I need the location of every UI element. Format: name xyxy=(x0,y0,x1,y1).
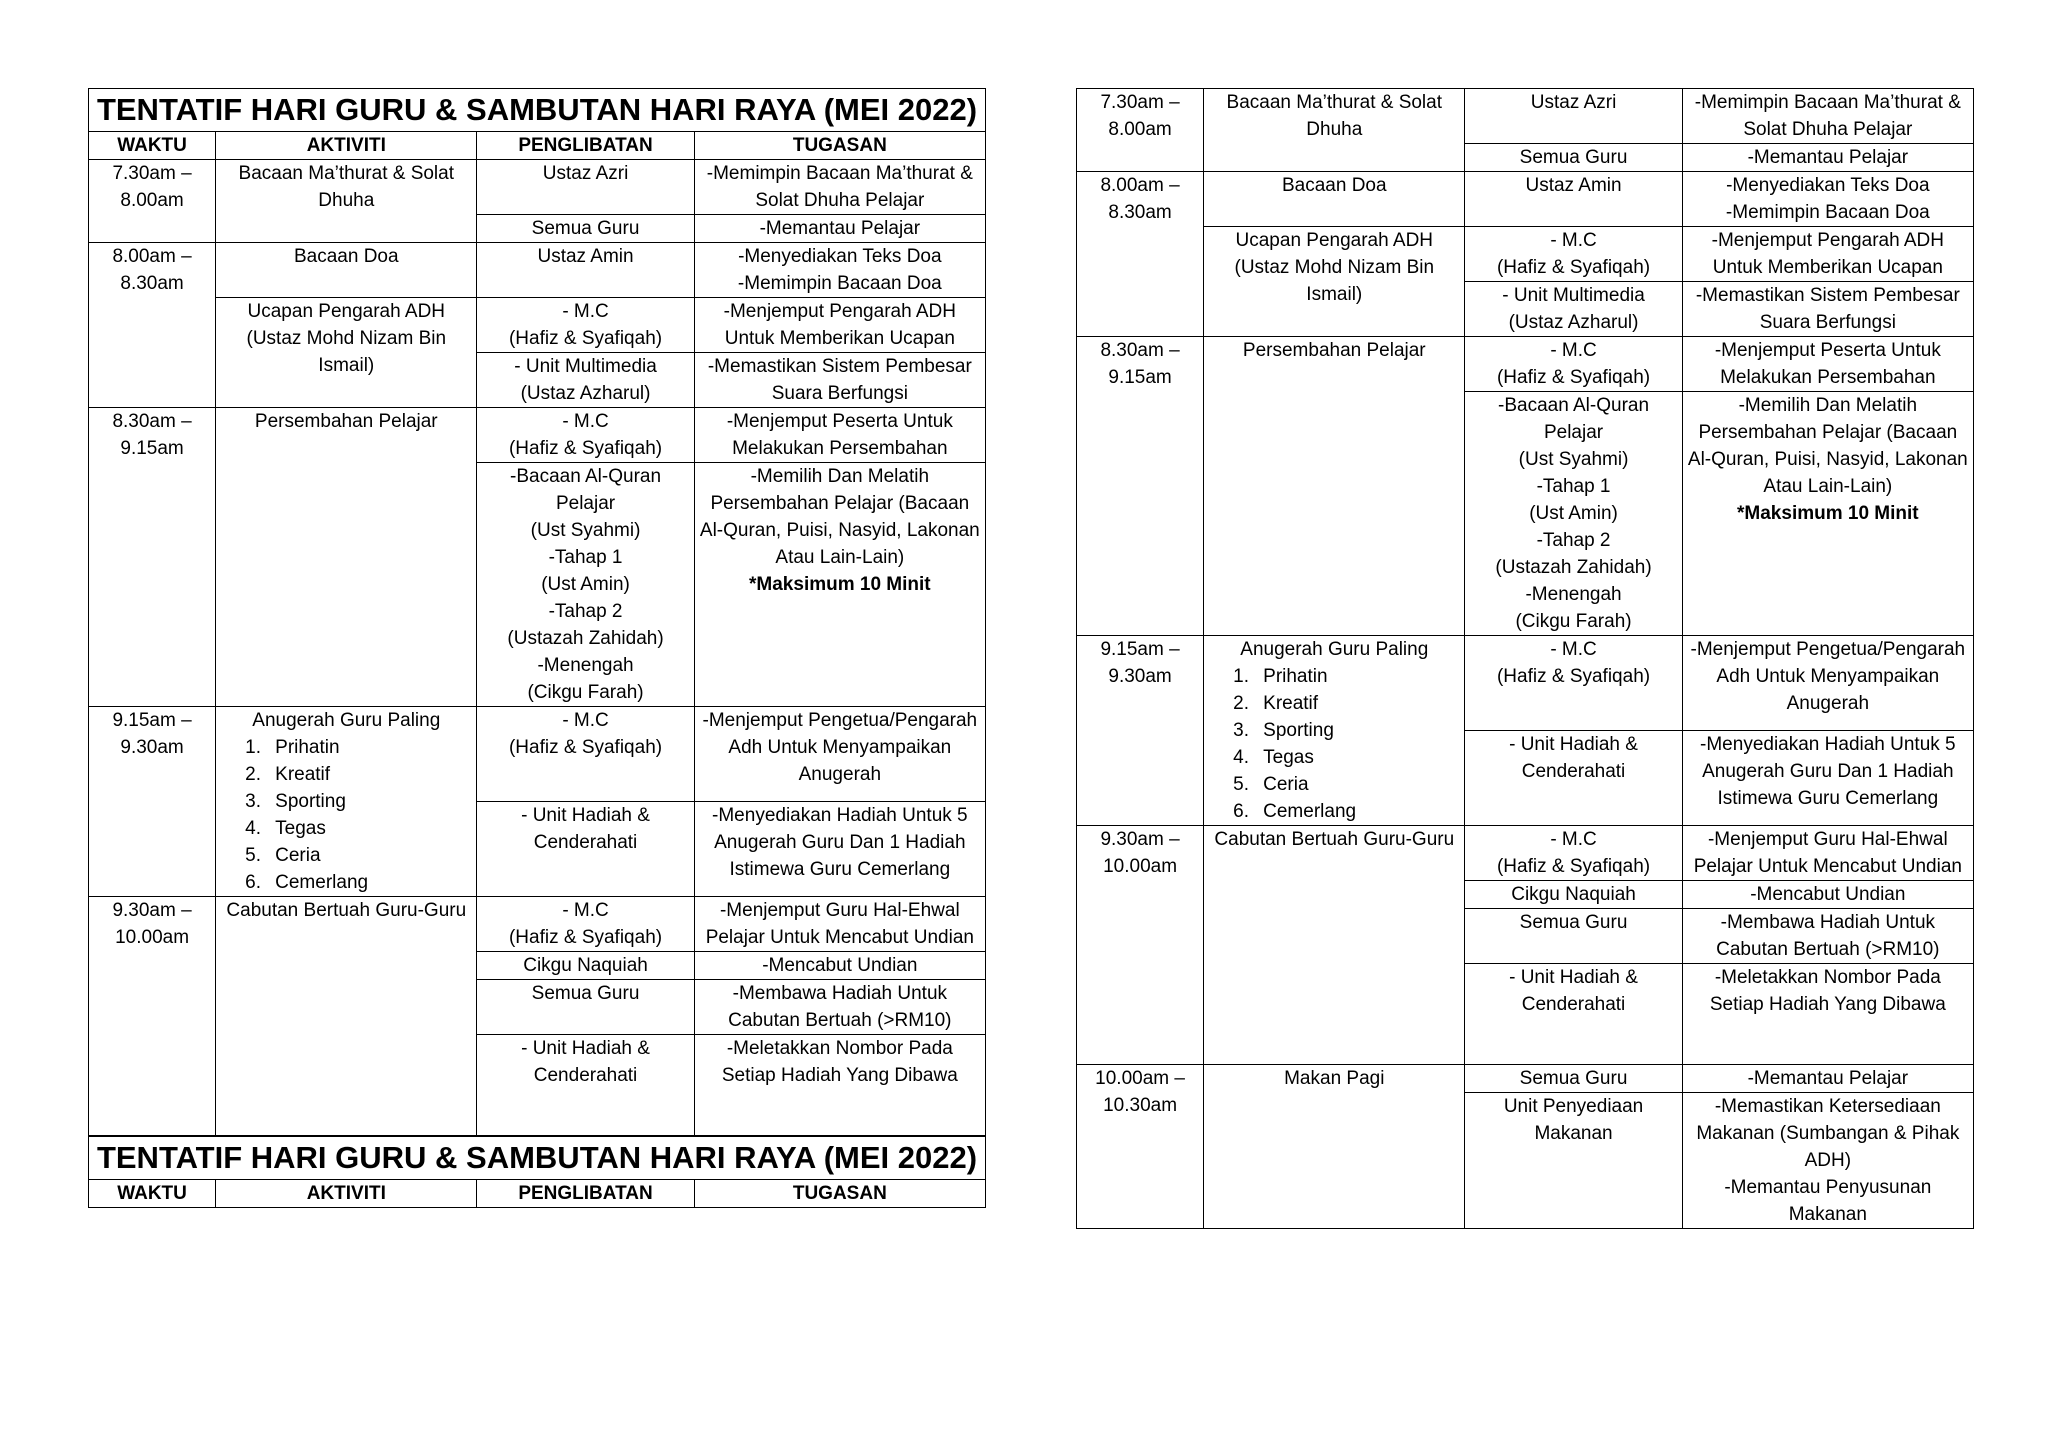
header-waktu: WAKTU xyxy=(89,132,216,160)
participant-cell: - Unit Hadiah & Cenderahati xyxy=(1465,964,1682,1065)
participant-line: (Ust Amin) xyxy=(541,574,630,595)
participant-cell: Ustaz Azri xyxy=(1465,89,1682,144)
participant-cell xyxy=(477,298,694,353)
table-row xyxy=(1077,172,1974,227)
header-row xyxy=(89,132,986,160)
participant-line: -Menengah xyxy=(1525,584,1622,605)
task-line: -Memilih Dan Melatih Persembahan Pelajar (Bacaan Al-Quran, Puisi, Nasyid, Lakonan Atau Lain-Lain) xyxy=(1687,395,1968,497)
task-line: -Memilih Dan Melatih Persembahan Pelajar (Bacaan Al-Quran, Puisi, Nasyid, Lakonan Atau Lain-Lain) xyxy=(699,466,980,568)
table-row xyxy=(89,243,986,298)
time-cell: 9.30am – 10.00am xyxy=(1077,826,1204,1065)
repeated-header-table xyxy=(88,1179,986,1208)
participant-line: (Ustazah Zahidah) xyxy=(507,628,664,649)
task-cell xyxy=(1682,172,1973,227)
time-cell: 8.00am – 8.30am xyxy=(1077,172,1204,337)
task-cell: -Meletakkan Nombor Pada Setiap Hadiah Yang Dibawa xyxy=(1682,964,1973,1065)
participant-cell: - Unit Hadiah & Cenderahati xyxy=(1465,731,1682,826)
task-cell: -Menyediakan Hadiah Untuk 5 Anugerah Guru Dan 1 Hadiah Istimewa Guru Cemerlang xyxy=(694,802,985,897)
participant-line: (Cikgu Farah) xyxy=(1515,611,1632,632)
task-cell: -Memantau Pelajar xyxy=(1682,1065,1973,1093)
header-tugasan: TUGASAN xyxy=(694,1180,985,1208)
participant-cell: Cikgu Naquiah xyxy=(477,952,694,980)
task-line: -Memimpin Bacaan Doa xyxy=(737,273,942,294)
task-cell: -Memantau Pelajar xyxy=(694,215,985,243)
table-row xyxy=(1077,636,1974,731)
participant-line: (Hafiz & Syafiqah) xyxy=(1496,666,1651,687)
participant-line: (Hafiz & Syafiqah) xyxy=(508,737,663,758)
participant-line: (Hafiz & Syafiqah) xyxy=(508,927,663,948)
table-row xyxy=(1077,337,1974,392)
activity-cell: Ucapan Pengarah ADH (Ustaz Mohd Nizam Bin Ismail) xyxy=(1204,227,1465,337)
task-cell: -Membawa Hadiah Untuk Cabutan Bertuah (>RM10) xyxy=(694,980,985,1035)
activity-cell: Makan Pagi xyxy=(1204,1065,1465,1229)
participant-line: (Ust Amin) xyxy=(1529,503,1618,524)
award-item: 6. Cemerlang xyxy=(1233,801,1357,822)
participant-cell: Ustaz Amin xyxy=(1465,172,1682,227)
participant-line: (Hafiz & Syafiqah) xyxy=(1496,257,1651,278)
activity-cell xyxy=(216,707,477,897)
participant-line: - M.C xyxy=(562,900,609,921)
activity-cell: Persembahan Pelajar xyxy=(1204,337,1465,636)
task-cell xyxy=(694,243,985,298)
activity-cell: Persembahan Pelajar xyxy=(216,408,477,707)
award-list xyxy=(221,734,471,896)
activity-cell: Cabutan Bertuah Guru-Guru xyxy=(1204,826,1465,1065)
participant-line: -Tahap 1 xyxy=(1536,476,1611,497)
table-row xyxy=(1077,89,1974,144)
participant-cell xyxy=(477,353,694,408)
award-item: 2. Kreatif xyxy=(245,764,331,785)
participant-cell xyxy=(1465,826,1682,881)
participant-line: - M.C xyxy=(562,301,609,322)
task-cell: -Memastikan Sistem Pembesar Suara Berfungsi xyxy=(1682,282,1973,337)
participant-cell: Cikgu Naquiah xyxy=(1465,881,1682,909)
participant-cell: Unit Penyediaan Makanan xyxy=(1465,1093,1682,1229)
participant-cell: Semua Guru xyxy=(1465,909,1682,964)
task-cell: -Menjemput Pengetua/Pengarah Adh Untuk Menyampaikan Anugerah xyxy=(1682,636,1973,731)
participant-line: (Ust Syahmi) xyxy=(530,520,641,541)
header-aktiviti: AKTIVITI xyxy=(216,132,477,160)
time-cell: 8.00am – 8.30am xyxy=(89,243,216,408)
header-penglibatan: PENGLIBATAN xyxy=(477,132,694,160)
participant-line: - M.C xyxy=(1550,829,1597,850)
table-row xyxy=(89,408,986,463)
participant-line: - M.C xyxy=(1550,340,1597,361)
schedule-table xyxy=(88,131,986,1136)
right-page xyxy=(1076,88,1974,1229)
participant-cell xyxy=(1465,227,1682,282)
participant-line: -Tahap 2 xyxy=(1536,530,1611,551)
time-cell: 8.30am – 9.15am xyxy=(1077,337,1204,636)
task-cell: -Mencabut Undian xyxy=(694,952,985,980)
participant-line: (Ustaz Azharul) xyxy=(1508,312,1639,333)
table-row xyxy=(89,298,986,353)
document-title: TENTATIF HARI GURU & SAMBUTAN HARI RAYA (MEI 2022) xyxy=(88,88,986,131)
activity-cell: Bacaan Ma’thurat & Solat Dhuha xyxy=(216,160,477,243)
participant-line: (Hafiz & Syafiqah) xyxy=(1496,856,1651,877)
task-cell xyxy=(1682,392,1973,636)
activity-cell: Bacaan Ma’thurat & Solat Dhuha xyxy=(1204,89,1465,172)
table-row xyxy=(89,897,986,952)
task-cell: -Membawa Hadiah Untuk Cabutan Bertuah (>RM10) xyxy=(1682,909,1973,964)
task-cell: -Mencabut Undian xyxy=(1682,881,1973,909)
left-page xyxy=(88,88,986,1208)
award-item: 3. Sporting xyxy=(245,791,346,812)
task-cell: -Menjemput Peserta Untuk Melakukan Persembahan xyxy=(694,408,985,463)
participant-line: - M.C xyxy=(562,411,609,432)
header-waktu: WAKTU xyxy=(89,1180,216,1208)
table-row xyxy=(89,160,986,215)
schedule-table-continued xyxy=(1076,88,1974,1229)
task-cell: -Menjemput Pengetua/Pengarah Adh Untuk Menyampaikan Anugerah xyxy=(694,707,985,802)
task-cell: -Memastikan Sistem Pembesar Suara Berfungsi xyxy=(694,353,985,408)
participant-line: -Bacaan Al-Quran Pelajar xyxy=(1498,395,1650,443)
participant-cell xyxy=(1465,392,1682,636)
table-row xyxy=(89,707,986,802)
award-item: 1. Prihatin xyxy=(1233,666,1328,687)
award-list xyxy=(1209,663,1459,825)
task-cell: -Memimpin Bacaan Ma’thurat & Solat Dhuha Pelajar xyxy=(1682,89,1973,144)
task-line: -Menyediakan Teks Doa xyxy=(1726,175,1930,196)
task-cell: -Menjemput Guru Hal-Ehwal Pelajar Untuk Mencabut Undian xyxy=(1682,826,1973,881)
activity-cell: Bacaan Doa xyxy=(216,243,477,298)
participant-line: -Tahap 2 xyxy=(548,601,623,622)
participant-cell: - Unit Hadiah & Cenderahati xyxy=(477,1035,694,1136)
participant-cell: Ustaz Azri xyxy=(477,160,694,215)
participant-line: (Hafiz & Syafiqah) xyxy=(508,328,663,349)
header-aktiviti: AKTIVITI xyxy=(216,1180,477,1208)
table-row xyxy=(1077,1065,1974,1093)
participant-line: (Ustazah Zahidah) xyxy=(1495,557,1652,578)
participant-cell: Ustaz Amin xyxy=(477,243,694,298)
award-item: 4. Tegas xyxy=(1233,747,1314,768)
time-cell: 7.30am – 8.00am xyxy=(89,160,216,243)
time-cell: 8.30am – 9.15am xyxy=(89,408,216,707)
time-cell: 7.30am – 8.00am xyxy=(1077,89,1204,172)
repeated-title: TENTATIF HARI GURU & SAMBUTAN HARI RAYA (MEI 2022) xyxy=(88,1136,986,1179)
award-item: 6. Cemerlang xyxy=(245,872,369,893)
participant-cell: Semua Guru xyxy=(477,215,694,243)
participant-cell: Semua Guru xyxy=(1465,144,1682,172)
time-cell: 9.15am – 9.30am xyxy=(89,707,216,897)
participant-cell xyxy=(1465,282,1682,337)
task-cell xyxy=(694,463,985,707)
participant-cell xyxy=(477,463,694,707)
task-cell: -Menyediakan Hadiah Untuk 5 Anugerah Guru Dan 1 Hadiah Istimewa Guru Cemerlang xyxy=(1682,731,1973,826)
participant-line: - M.C xyxy=(1550,639,1597,660)
participant-cell xyxy=(1465,337,1682,392)
task-cell: -Menjemput Peserta Untuk Melakukan Persembahan xyxy=(1682,337,1973,392)
max-duration-note: *Maksimum 10 Minit xyxy=(1737,503,1919,524)
task-cell: -Menjemput Pengarah ADH Untuk Memberikan Ucapan xyxy=(694,298,985,353)
participant-cell xyxy=(477,707,694,802)
participant-cell xyxy=(477,897,694,952)
task-cell: -Menjemput Pengarah ADH Untuk Memberikan Ucapan xyxy=(1682,227,1973,282)
activity-cell: Ucapan Pengarah ADH (Ustaz Mohd Nizam Bin Ismail) xyxy=(216,298,477,408)
award-item: 2. Kreatif xyxy=(1233,693,1319,714)
award-item: 5. Ceria xyxy=(1233,774,1309,795)
award-item: 4. Tegas xyxy=(245,818,326,839)
award-item: 5. Ceria xyxy=(245,845,321,866)
header-tugasan: TUGASAN xyxy=(694,132,985,160)
task-line: -Memimpin Bacaan Doa xyxy=(1725,202,1930,223)
participant-line: - M.C xyxy=(562,710,609,731)
award-item: 3. Sporting xyxy=(1233,720,1334,741)
participant-line: - Unit Multimedia xyxy=(1502,285,1645,306)
task-cell: -Memimpin Bacaan Ma’thurat & Solat Dhuha Pelajar xyxy=(694,160,985,215)
activity-cell: Bacaan Doa xyxy=(1204,172,1465,227)
activity-cell xyxy=(1204,636,1465,826)
time-cell: 9.15am – 9.30am xyxy=(1077,636,1204,826)
participant-cell xyxy=(1465,636,1682,731)
time-cell: 9.30am – 10.00am xyxy=(89,897,216,1136)
participant-line: (Cikgu Farah) xyxy=(527,682,644,703)
participant-line: (Ustaz Azharul) xyxy=(520,383,651,404)
participant-cell: Semua Guru xyxy=(477,980,694,1035)
activity-title: Anugerah Guru Paling xyxy=(252,710,441,731)
max-duration-note: *Maksimum 10 Minit xyxy=(749,574,931,595)
participant-cell: - Unit Hadiah & Cenderahati xyxy=(477,802,694,897)
task-line: -Memastikan Ketersediaan Makanan (Sumbangan & Pihak ADH) xyxy=(1696,1096,1960,1171)
participant-line: -Bacaan Al-Quran Pelajar xyxy=(510,466,662,514)
participant-line: -Menengah xyxy=(537,655,634,676)
header-penglibatan: PENGLIBATAN xyxy=(477,1180,694,1208)
award-item: 1. Prihatin xyxy=(245,737,340,758)
participant-line: - Unit Multimedia xyxy=(514,356,657,377)
header-row xyxy=(89,1180,986,1208)
time-cell: 10.00am – 10.30am xyxy=(1077,1065,1204,1229)
participant-line: (Hafiz & Syafiqah) xyxy=(1496,367,1651,388)
table-row xyxy=(1077,227,1974,282)
task-cell: -Menjemput Guru Hal-Ehwal Pelajar Untuk Mencabut Undian xyxy=(694,897,985,952)
table-row xyxy=(1077,826,1974,881)
activity-title: Anugerah Guru Paling xyxy=(1240,639,1429,660)
task-line: -Memantau Penyusunan Makanan xyxy=(1724,1177,1932,1225)
task-cell xyxy=(1682,1093,1973,1229)
participant-line: (Hafiz & Syafiqah) xyxy=(508,438,663,459)
participant-cell xyxy=(477,408,694,463)
participant-line: (Ust Syahmi) xyxy=(1518,449,1629,470)
task-line: -Menyediakan Teks Doa xyxy=(738,246,942,267)
activity-cell: Cabutan Bertuah Guru-Guru xyxy=(216,897,477,1136)
task-cell: -Meletakkan Nombor Pada Setiap Hadiah Yang Dibawa xyxy=(694,1035,985,1136)
participant-line: - M.C xyxy=(1550,230,1597,251)
participant-line: -Tahap 1 xyxy=(548,547,623,568)
participant-cell: Semua Guru xyxy=(1465,1065,1682,1093)
task-cell: -Memantau Pelajar xyxy=(1682,144,1973,172)
